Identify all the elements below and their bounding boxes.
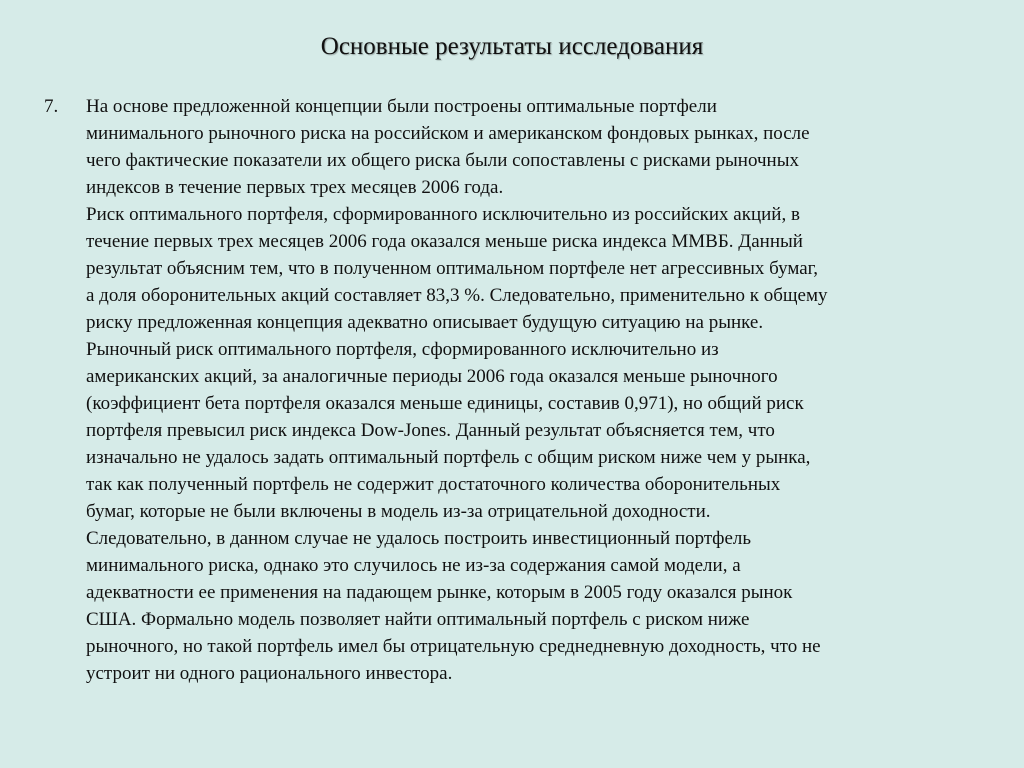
text-line: изначально не удалось задать оптимальный портфель с общим риском ниже чем у рынка, [86, 447, 811, 468]
text-line: минимального рыночного риска на российском и американском фондовых рынках, после [86, 123, 810, 144]
text-line: американских акций, за аналогичные периоды 2006 года оказался меньше рыночного [86, 366, 778, 387]
text-line: Рыночный риск оптимального портфеля, сформированного исключительно из [86, 339, 719, 360]
numbered-item [44, 93, 984, 687]
text-line: так как полученный портфель не содержит достаточного количества оборонительных [86, 474, 781, 495]
slide-title: Основные результаты исследования [320, 33, 704, 60]
text-line: а доля оборонительных акций составляет 83,3 %. Следовательно, применительно к общему [86, 285, 828, 306]
text-line: чего фактические показатели их общего риска были сопоставлены с рисками рыночных [86, 150, 799, 171]
text-line: минимального риска, однако это случилось не из-за содержания самой модели, а [86, 555, 741, 576]
text-line: Следовательно, в данном случае не удалось построить инвестиционный портфель [86, 528, 752, 549]
text-line: портфеля превысил риск индекса Dow-Jones. Данный результат объясняется тем, что [86, 420, 775, 441]
text-line: Риск оптимального портфеля, сформированного исключительно из российских акций, в [86, 204, 800, 225]
text-line: (коэффициент бета портфеля оказался меньше единицы, составив 0,971), но общий риск [86, 393, 804, 414]
paragraph-4 [86, 525, 984, 687]
text-line: адекватности ее применения на падающем рынке, которым в 2005 году оказался рынок [86, 582, 793, 603]
paragraph-1 [86, 93, 984, 201]
text-line: течение первых трех месяцев 2006 года оказался меньше риска индекса ММВБ. Данный [86, 231, 803, 252]
paragraph-3 [86, 336, 984, 525]
text-line: рыночного, но такой портфель имел бы отрицательную среднедневную доходность, что не [86, 636, 821, 657]
text-line: устроит ни одного рационального инвестора. [86, 663, 453, 684]
paragraph-2 [86, 201, 984, 336]
item-body [86, 93, 984, 687]
text-line: США. Формально модель позволяет найти оптимальный портфель с риском ниже [86, 609, 750, 630]
text-line: результат объясним тем, что в полученном оптимальном портфеле нет агрессивных бумаг, [86, 258, 819, 279]
text-line: риску предложенная концепция адекватно описывает будущую ситуацию на рынке. [86, 312, 764, 333]
text-line: бумаг, которые не были включены в модель из-за отрицательной доходности. [86, 501, 711, 522]
text-line: индексов в течение первых трех месяцев 2006 года. [86, 177, 504, 198]
text-line: На основе предложенной концепции были построены оптимальные портфели [86, 96, 717, 117]
item-number: 7. [44, 96, 59, 117]
